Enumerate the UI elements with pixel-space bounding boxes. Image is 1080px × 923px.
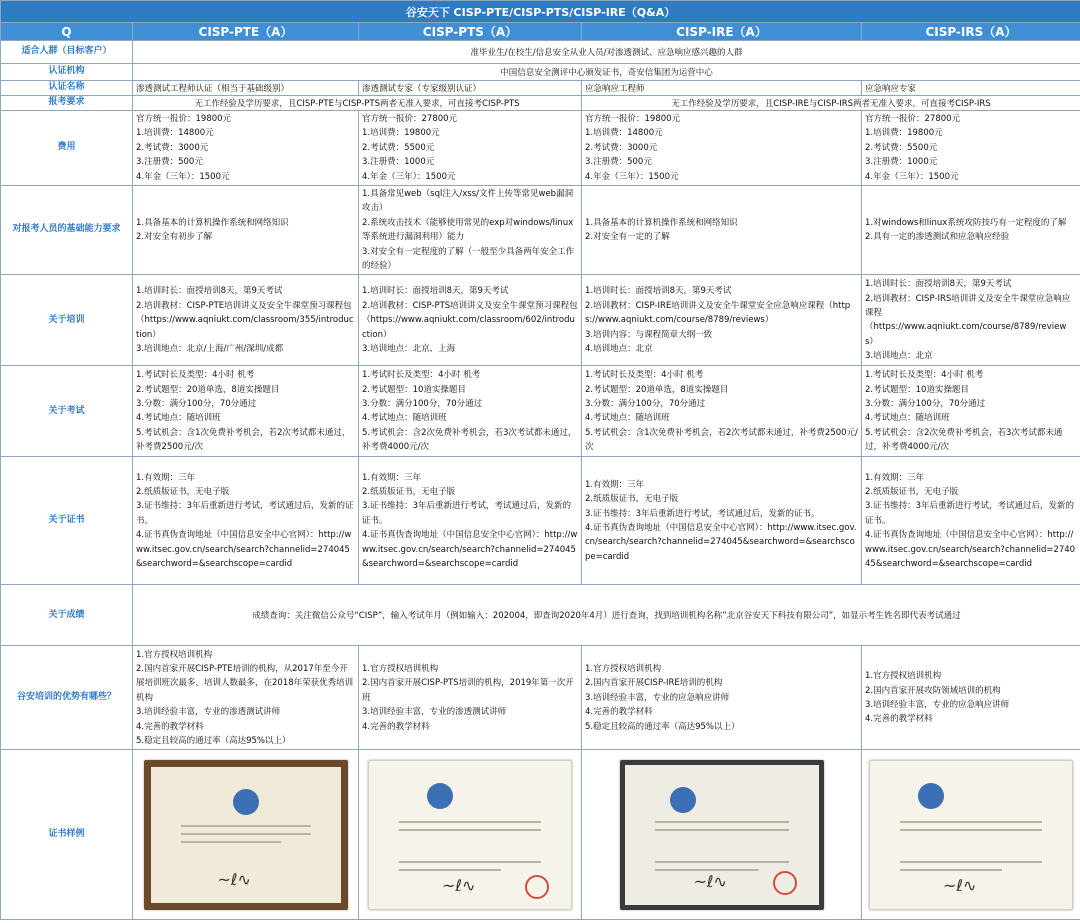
certificate-image xyxy=(368,760,572,910)
certificate-image xyxy=(144,760,348,910)
stamp-icon xyxy=(773,871,797,895)
audience-value: 准毕业生/在校生/信息安全从业人员/对渗透测试、应急响应感兴趣的人群 xyxy=(133,41,1080,64)
table-cell: 1.考试时长及类型：4小时 机考 2.考试题型：20道单选，8道实操题目 3.分数：满分100分，70分通过 4.考试地点：随培训班 5.考试机会：含1次免费补考机会，若2次考试都未通过，补考费2500元/次 xyxy=(133,366,359,457)
title-row xyxy=(1,1,1080,23)
row-label: 证书样例 xyxy=(1,750,133,920)
seal-icon xyxy=(918,783,944,809)
row-label: 关于培训 xyxy=(1,275,133,366)
table-cell: 1.有效期：三年 2.纸质版证书，无电子版 3.证书维持：3年后重新进行考试，考试通过后，发新的证书。 4.证书真伪查询地址（中国信息安全中心官网）：http://www.itsec.gov.cn/search/search?channelid=274045&searchword=&searchscope=cardid xyxy=(133,457,359,585)
row-label: 谷安培训的优势有哪些？ xyxy=(1,646,133,750)
signature-icon: ~ℓ∿ xyxy=(217,869,251,889)
table-cell: 1.培训时长：面授培训8天，第9天考试 2.培训教材：CISP-IRE培训讲义及安全牛课堂安全应急响应课程（https://www.aqniukt.com/course/8789/reviews） 3.培训内容：与课程简章大纲一致 4.培训地点：北京 xyxy=(582,275,862,366)
signature-icon: ~ℓ∿ xyxy=(442,875,476,895)
row-label: 关于证书 xyxy=(1,457,133,585)
row-label: 认证机构 xyxy=(1,64,133,81)
table-cell: 1.考试时长及类型：4小时 机考 2.考试题型：10道实操题目 3.分数：满分100分，70分通过 4.考试地点：随培训班 5.考试机会：含2次免费补考机会，若3次考试都未通过，补考费4000元/次 xyxy=(359,366,582,457)
row-training xyxy=(1,275,1080,366)
row-advantage xyxy=(1,646,1080,750)
row-label: 适合人群（目标客户） xyxy=(1,41,133,64)
certificate-sample-cell xyxy=(359,750,582,920)
table-cell: 1.具备基本的计算机操作系统和网络知识 2.对安全有初步了解 xyxy=(133,186,359,275)
row-label: 关于成绩 xyxy=(1,585,133,646)
table-cell: 官方统一报价：27800元 1.培训费：19800元 2.考试费：5500元 3.注册费：1000元 4.年金（三年）：1500元 xyxy=(862,111,1080,186)
seal-icon xyxy=(670,787,696,813)
row-audience xyxy=(1,41,1080,64)
table-cell: 1.对windows和linux系统攻防技巧有一定程度的了解 2.具有一定的渗透测试和应急响应经验 xyxy=(862,186,1080,275)
table-cell: 应急响应工程师 xyxy=(582,81,862,96)
row-exam xyxy=(1,366,1080,457)
header-cisp-ire: CISP-IRE（A） xyxy=(582,23,862,41)
requirement-ire-irs: 无工作经验及学历要求，且CISP-IRE与CISP-IRS两者无准入要求，可直接考CISP-IRS xyxy=(582,96,1080,111)
table-cell: 渗透测试专家（专家级别认证） xyxy=(359,81,582,96)
header-q: Q xyxy=(1,23,133,41)
row-label: 认证名称 xyxy=(1,81,133,96)
certificate-image xyxy=(620,760,824,910)
header-cisp-pte: CISP-PTE（A） xyxy=(133,23,359,41)
seal-icon xyxy=(427,783,453,809)
table-cell: 1.官方授权培训机构 2.国内首家开展CISP-PTS培训的机构，2019年第一次开班 3.培训经验丰富，专业的渗透测试讲师 4.完善的教学材料 xyxy=(359,646,582,750)
certificate-image xyxy=(869,760,1073,910)
table-cell: 官方统一报价：27800元 1.培训费：19800元 2.考试费：5500元 3.注册费：1000元 4.年金（三年）：1500元 xyxy=(359,111,582,186)
table-cell: 官方统一报价：19800元 1.培训费：14800元 2.考试费：3000元 3.注册费：500元 4.年金（三年）：1500元 xyxy=(133,111,359,186)
row-requirement xyxy=(1,96,1080,111)
table-cell: 渗透测试工程师认证（相当于基础级别） xyxy=(133,81,359,96)
stamp-icon xyxy=(525,875,549,899)
row-name xyxy=(1,81,1080,96)
table-cell: 1.具备基本的计算机操作系统和网络知识 2.对安全有一定的了解 xyxy=(582,186,862,275)
signature-icon: ~ℓ∿ xyxy=(943,875,977,895)
table-cell: 应急响应专家 xyxy=(862,81,1080,96)
certificate-sample-cell xyxy=(862,750,1080,920)
org-value: 中国信息安全测评中心颁发证书，奇安信集团为运营中心 xyxy=(133,64,1080,81)
row-label: 报考要求 xyxy=(1,96,133,111)
table-cell: 1.考试时长及类型：4小时 机考 2.考试题型：10道实操题目 3.分数：满分100分，70分通过 4.考试地点：随培训班 5.考试机会：含2次免费补考机会，若3次考试都未通过，补考费4000元/次 xyxy=(862,366,1080,457)
table-cell: 1.有效期：三年 2.纸质版证书，无电子版 3.证书维持：3年后重新进行考试，考试通过后，发新的证书。 4.证书真伪查询地址（中国信息安全中心官网）：http://www.itsec.gov.cn/search/search?channelid=274045&searchword=&searchscope=cardid xyxy=(582,457,862,585)
signature-icon: ~ℓ∿ xyxy=(693,871,727,891)
row-certificate-sample xyxy=(1,750,1080,920)
requirement-pte-pts: 无工作经验及学历要求，且CISP-PTE与CISP-PTS两者无准入要求，可直接考CISP-PTS xyxy=(133,96,582,111)
table-cell: 1.培训时长：面授培训8天，第9天考试 2.培训教材：CISP-PTE培训讲义及安全牛课堂预习课程包 （https://www.aqniukt.com/classroom/355/introduction） 3.培训地点：北京/上海/广州/深圳/成都 xyxy=(133,275,359,366)
table-cell: 1.官方授权培训机构 2.国内首家开展攻防领域培训的机构 3.培训经验丰富，专业的应急响应讲师 4.完善的教学材料 xyxy=(862,646,1080,750)
seal-icon xyxy=(233,789,259,815)
row-label: 对报考人员的基础能力要求 xyxy=(1,186,133,275)
table-cell: 1.官方授权培训机构 2.国内首家开展CISP-PTE培训的机构，从2017年至今开展培训班次最多，培训人数最多，在2018年荣获优秀培训机构 3.培训经验丰富，专业的渗透测试讲师 4.完善的教学材料 5.稳定且较高的通过率（高达95%以上） xyxy=(133,646,359,750)
certificate-sample-cell xyxy=(133,750,359,920)
table-cell: 1.考试时长及类型：4小时 机考 2.考试题型：20道单选，8道实操题目 3.分数：满分100分，70分通过 4.考试地点：随培训班 5.考试机会：含1次免费补考机会，若2次考试都未通过，补考费2500元/次 xyxy=(582,366,862,457)
row-fee xyxy=(1,111,1080,186)
table-cell: 官方统一报价：19800元 1.培训费：14800元 2.考试费：3000元 3.注册费：500元 4.年金（三年）：1500元 xyxy=(582,111,862,186)
header-cisp-pts: CISP-PTS（A） xyxy=(359,23,582,41)
header-cisp-irs: CISP-IRS（A） xyxy=(862,23,1080,41)
table-cell: 1.有效期：三年 2.纸质版证书，无电子版 3.证书维持：3年后重新进行考试，考试通过后，发新的证书。 4.证书真伪查询地址（中国信息安全中心官网）：http://www.itsec.gov.cn/search/search?channelid=274045&searchword=&searchscope=cardid xyxy=(359,457,582,585)
row-certificate xyxy=(1,457,1080,585)
table-cell: 1.官方授权培训机构 2.国内首家开展CISP-IRE培训的机构 3.培训经验丰富，专业的应急响应讲师 4.完善的教学材料 5.稳定且较高的通过率（高达95%以上） xyxy=(582,646,862,750)
certificate-sample-cell xyxy=(582,750,862,920)
table-cell: 1.培训时长：面授培训8天，第9天考试 2.培训教材：CISP-IRS培训讲义及安全牛课堂应急响应课程 （https://www.aqniukt.com/course/8789/reviews） 3.培训地点：北京 xyxy=(862,275,1080,366)
row-org xyxy=(1,64,1080,81)
row-label: 费用 xyxy=(1,111,133,186)
table-cell: 1.具备常见web（sql注入/xss/文件上传等常见web漏洞攻击） 2.系统攻击技术（能够使用常见的exp对windows/linux等系统进行漏洞利用）能力 3.对安全有一定程度的了解（一般至少具备两年安全工作的经验） xyxy=(359,186,582,275)
row-ability xyxy=(1,186,1080,275)
table-title: 谷安天下 CISP-PTE/CISP-PTS/CISP-IRE（Q&A） xyxy=(1,1,1080,23)
row-score xyxy=(1,585,1080,646)
score-value: 成绩查询：关注微信公众号“CISP”，输入考试年月（例如输入：202004，即查询2020年4月）进行查询，找到培训机构名称”北京谷安天下科技有限公司”，如显示考生姓名即代表考试通过 xyxy=(133,585,1080,646)
table-cell: 1.有效期：三年 2.纸质版证书，无电子版 3.证书维持：3年后重新进行考试，考试通过后，发新的证书。 4.证书真伪查询地址（中国信息安全中心官网）：http://www.itsec.gov.cn/search/search?channelid=274045&searchword=&searchscope=cardid xyxy=(862,457,1080,585)
header-row xyxy=(1,23,1080,41)
row-label: 关于考试 xyxy=(1,366,133,457)
table-cell: 1.培训时长：面授培训8天，第9天考试 2.培训教材：CISP-PTS培训讲义及安全牛课堂预习课程包 （https://www.aqniukt.com/classroom/602/introduction） 3.培训地点：北京、上海 xyxy=(359,275,582,366)
